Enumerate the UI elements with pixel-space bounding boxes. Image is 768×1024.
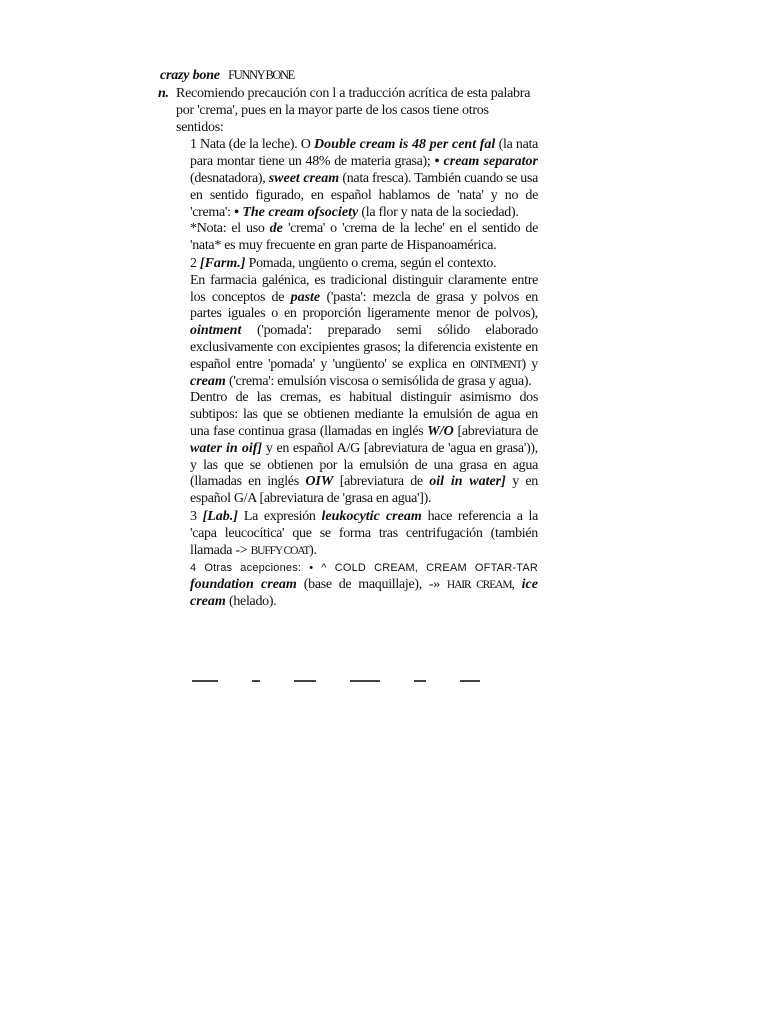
note-emphasis: de [269,221,283,237]
paragraph-text: Dentro de las cremas, es habitual distinguir asimismo dos subtipos: las que se obtienen mediante la emulsión de agua en una fase continua grasa (llamadas en inglés [190,390,538,439]
paragraph-text: [abreviatura de [333,474,430,490]
sense-3-number: 3 [190,508,203,524]
paragraph-text: ('crema': emulsión viscosa o semisólida de grasa y agua). [225,373,532,389]
example-phrase: • The cream ofsociety [233,204,359,220]
text-fragment [460,680,480,682]
part-of-speech: n. [158,86,169,101]
sense-4-text: , [511,577,522,593]
field-label: [Lab.] [202,508,238,524]
sense-1 [190,137,538,221]
sense-3-text: hace referencia a la 'capa leucocítica' que se forma tras centrifugación (también llamada -> [190,508,538,558]
text-fragment [414,680,426,682]
paragraph-text: ('pasta': mezcla de grasa y polvos en partes iguales o en proporción ligeramente menor de polvos), [190,289,538,322]
sense-4-text: (base de maquillaje), -» [296,577,447,593]
sense-4-text [418,562,426,574]
cross-reference: BUFFY COAT [250,544,310,557]
example-phrase: sweet cream [268,170,340,186]
sense-3-text: ). [309,542,317,558]
term: water in oif] [190,440,263,456]
term: ointment [190,323,242,339]
sense-2-number: 2 [190,255,200,271]
cross-reference: HAIR CREAM [446,579,512,592]
text-fragment [192,680,218,682]
paragraph-emulsions [190,390,538,508]
note-text: *Nota: el uso [190,221,270,237]
headword: crazy bone [160,68,220,83]
sense-3 [190,509,538,559]
term: paste [290,289,321,305]
sense-3-text: La expresión [237,508,322,524]
paragraph-text: y en español G/A [abreviatura de 'grasa en agua']). [190,474,538,507]
text-fragment [350,680,380,682]
usage-note [190,221,538,255]
paragraph-text: y en español A/G [abreviatura de 'agua en grasa')), y las que se obtienen por la emulsión de una grasa en agua (llamadas en inglés [190,440,538,490]
dictionary-entry [158,66,538,611]
sense-1-text: 1 Nata (de la leche). O [190,137,314,153]
cross-reference: OINTMENT [470,358,522,371]
sense-2-text: Pomada, ungüento o crema, según el contexto. [245,255,497,271]
truncated-text-line [192,680,512,686]
paragraph-text: ) y [521,356,538,372]
term: leukocytic cream [321,508,422,524]
entry-headline [160,66,538,85]
term: ice cream [190,577,538,609]
cross-reference: FUNNY BONE [228,68,294,82]
cross-reference: COLD CREAM, [334,562,419,575]
term: W/O [427,423,454,439]
term: oil in water] [429,474,506,490]
paragraph-text: [abreviatura de [453,423,538,439]
term: foundation cream [190,577,297,593]
paragraph-text: ('pomada': preparado semi sólido elaborado exclusivamente con excipientes grasos; la diferencia existente en español entre 'pomada' y 'ungüento' se explica en [190,323,538,372]
sense-4 [190,560,538,610]
paragraph-text: En farmacia galénica, es tradicional distinguir claramente entre los conceptos de [190,272,538,305]
field-label: [Farm.] [199,255,246,271]
sense-4-text: 4 Otras acepciones: • ^ [190,562,335,575]
sense-4-text: (helado). [225,593,277,609]
example-phrase: • cream separator [434,154,538,170]
text-fragment [252,680,260,682]
text-fragment [294,680,316,682]
cross-reference: CREAM OFTAR-TAR [426,562,539,575]
sense-1-text: (la nata para montar tiene un 48% de materia grasa); [190,137,539,170]
intro-text: Recomiendo precaución con l a traducción acrítica de esta palabra por 'crema', pues en la mayor parte de los casos tiene otros sentidos: [176,86,531,135]
sense-1-text: (desnatadora), [190,170,269,186]
paragraph-pharmacy [190,273,538,391]
definition-intro [158,86,538,136]
term: cream [190,373,226,389]
entry-body [158,137,538,610]
term: OIW [305,474,334,490]
example-phrase: Double cream is 48 per cent fal [313,137,496,153]
sense-1-text: (la flor y nata de la sociedad). [358,204,519,220]
note-text: 'crema' o 'crema de la leche' en el sentido de 'nata* es muy frecuente en gran parte de Hispanoamérica. [190,221,538,254]
sense-1-text: (nata fresca). También cuando se usa en sentido figurado, en español hablamos de 'nata' y no de 'crema': [190,170,539,220]
sense-2 [190,256,538,273]
